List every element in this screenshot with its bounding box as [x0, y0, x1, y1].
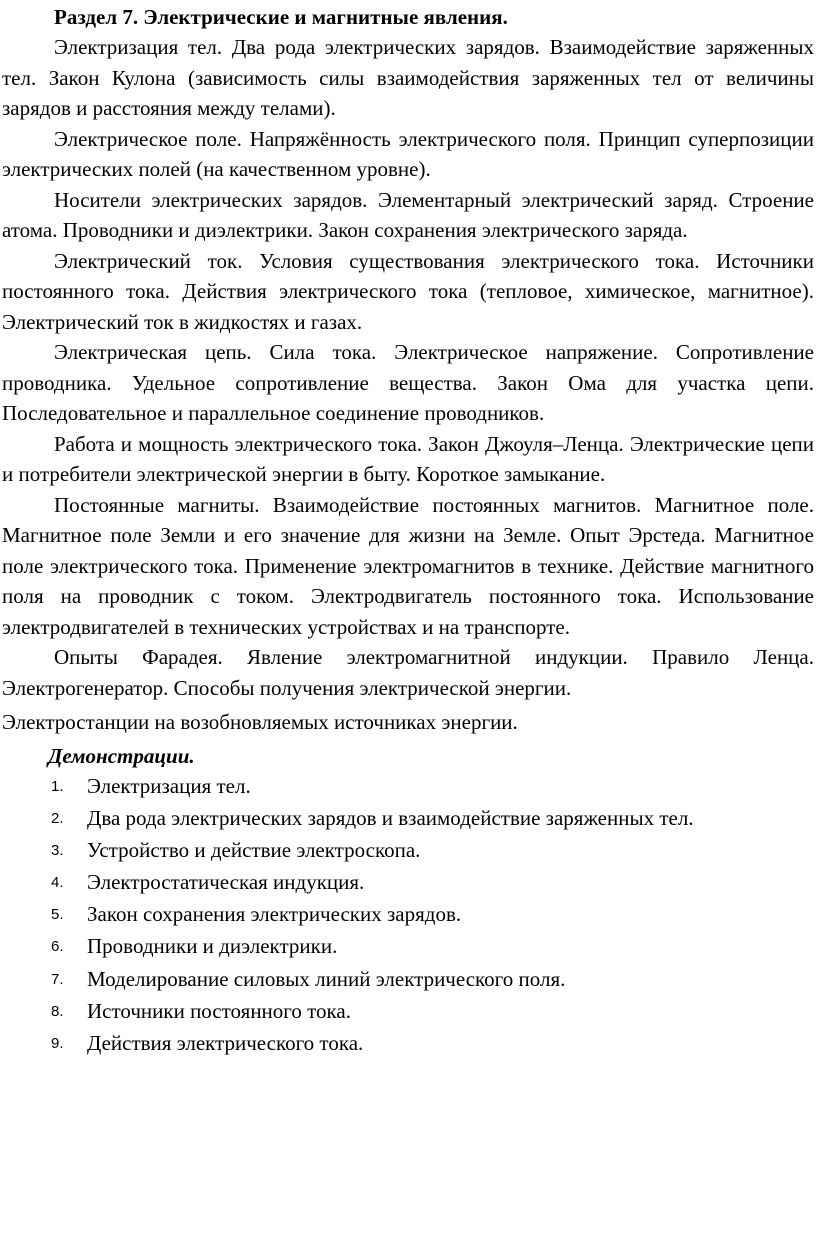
paragraph-faraday: Опыты Фарадея. Явление электромагнитной индукции. Правило Ленца. Электрогенератор. Способы получения электрической энергии.: [2, 645, 814, 700]
list-item-text: Закон сохранения электрических зарядов.: [87, 902, 462, 927]
list-item-number: 3.: [51, 841, 64, 859]
demonstrations-title: Демонстрации.: [48, 743, 195, 768]
paragraph-work-and-power: Работа и мощность электрического тока. Закон Джоуля–Ленца. Электрические цепи и потребители электрической энергии в быту. Короткое замыкание.: [2, 431, 814, 486]
list-item-number: 6.: [51, 938, 64, 956]
list-item: [2, 770, 814, 802]
paragraph-charge-carriers: Носители электрических зарядов. Элементарный электрический заряд. Строение атома. Проводники и диэлектрики. Закон сохранения электрического заряда.: [2, 187, 814, 242]
list-item-number: 9.: [51, 1035, 64, 1052]
list-item-number: 1.: [51, 777, 64, 795]
list-item-text: Действия электрического тока.: [87, 1031, 364, 1055]
list-item: [2, 866, 814, 898]
list-item-text: Два рода электрических зарядов и взаимодействие заряженных тел.: [87, 805, 694, 830]
list-item: [2, 802, 814, 834]
list-item-number: 8.: [51, 1002, 64, 1020]
list-item-number: 4.: [51, 874, 64, 892]
paragraph-magnets: Постоянные магниты. Взаимодействие постоянных магнитов. Магнитное поле. Магнитное поле Земли и его значение для жизни на Земле. Опыт Эрстеда. Магнитное поле электрического тока. Применение электромагнитов в технике. Действие магнитного поля на проводник с током. Электродвигатель постоянного тока. Использование электродвигателей в технических устройствах и на транспорте.: [2, 492, 814, 639]
list-item: [2, 1027, 814, 1059]
paragraph-electric-current: Электрический ток. Условия существования электрического тока. Источники постоянного тока. Действия электрического тока (тепловое, химическое, магнитное). Электрический ток в жидкостях и газах.: [2, 248, 814, 334]
list-item-text: Проводники и диэлектрики.: [87, 934, 338, 959]
list-item: [2, 963, 814, 995]
list-item-text: Моделирование силовых линий электрического поля.: [87, 966, 566, 991]
list-item-number: 5.: [51, 906, 64, 924]
paragraph-electrization: Электризация тел. Два рода электрических зарядов. Взаимодействие заряженных тел. Закон Кулона (зависимость силы взаимодействия заряженных тел от величины зарядов и расстояния между телами).: [2, 35, 814, 120]
list-item: [2, 995, 814, 1027]
list-item-number: 2.: [51, 809, 64, 827]
list-item-text: Электростатическая индукция.: [87, 870, 365, 895]
section-title: Раздел 7. Электрические и магнитные явления.: [54, 5, 508, 29]
list-item: [2, 834, 814, 866]
paragraph-power-stations: Электростанции на возобновляемых источниках энергии.: [2, 710, 518, 734]
list-item-number: 7.: [51, 970, 64, 988]
paragraph-electric-circuit: Электрическая цепь. Сила тока. Электрическое напряжение. Сопротивление проводника. Удельное сопротивление вещества. Закон Ома для участка цепи. Последовательное и параллельное соединение проводников.: [2, 340, 814, 425]
list-item-text: Источники постоянного тока.: [87, 998, 351, 1023]
list-item-text: Устройство и действие электроскопа.: [87, 837, 421, 862]
list-item-text: Электризация тел.: [87, 773, 251, 798]
list-item: [2, 930, 814, 962]
demonstrations-list: [2, 770, 814, 1060]
paragraph-electric-field: Электрическое поле. Напряжённость электрического поля. Принцип суперпозиции электрических полей (на качественном уровне).: [2, 126, 814, 181]
list-item: [2, 898, 814, 930]
